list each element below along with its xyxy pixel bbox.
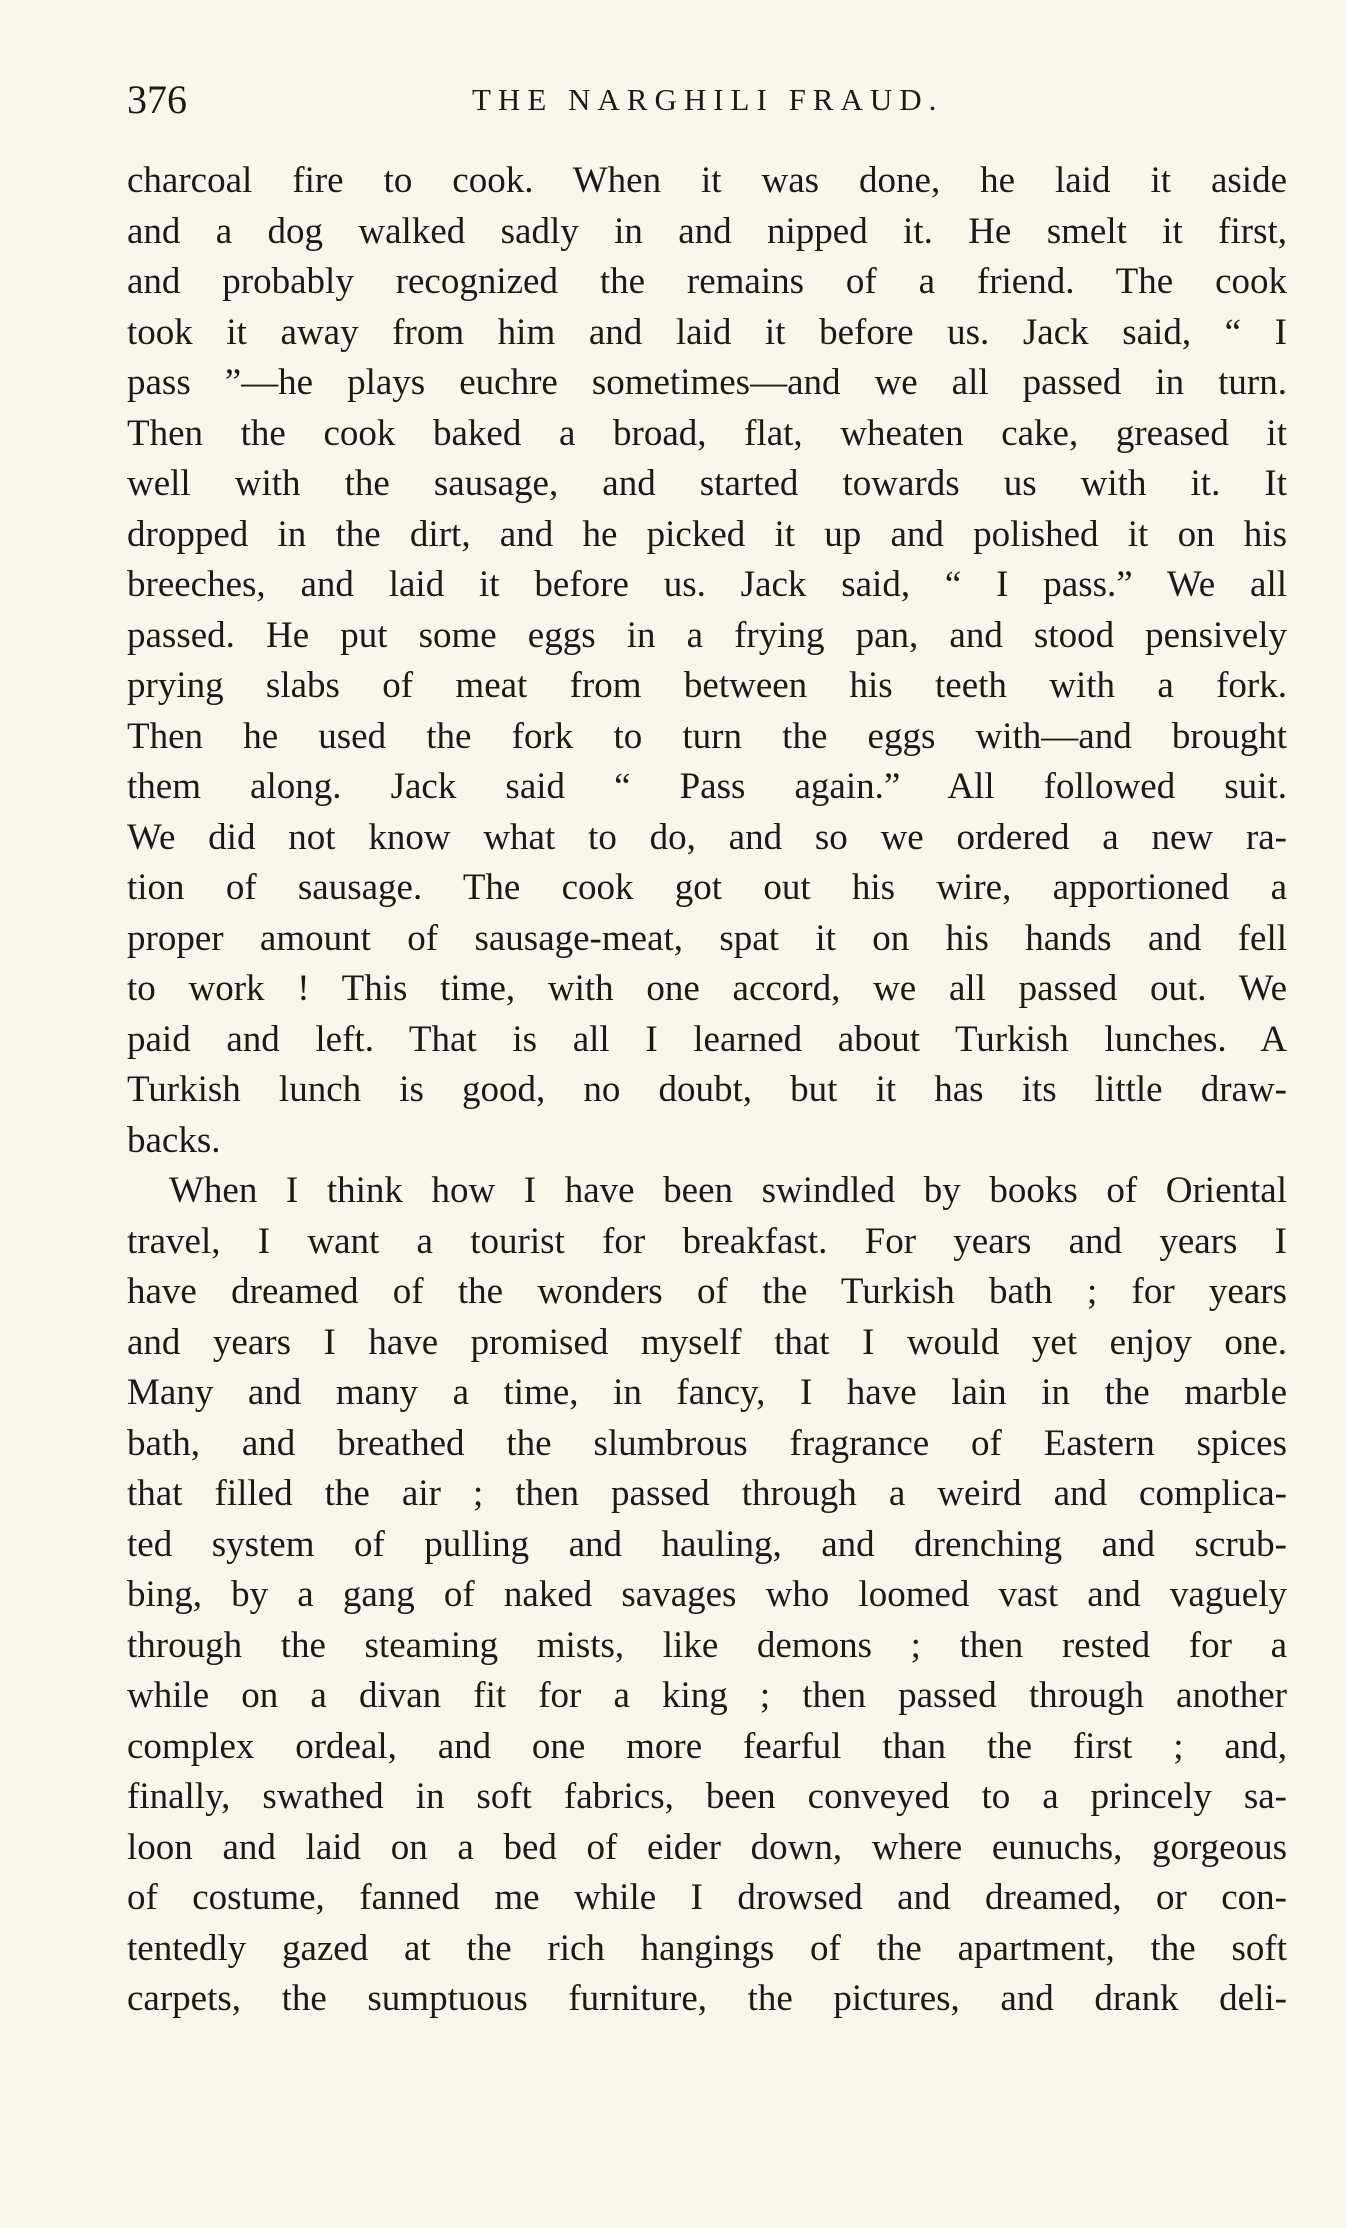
text-line: paid and left. That is all I learned about Turkish lunches. A bbox=[127, 1018, 1287, 1060]
text-line: complex ordeal, and one more fearful than the first ; and, bbox=[127, 1725, 1287, 1767]
text-line: passed. He put some eggs in a frying pan, and stood pensively bbox=[127, 614, 1287, 656]
body-text bbox=[127, 156, 1287, 2025]
text-line: tentedly gazed at the rich hangings of the apartment, the soft bbox=[127, 1927, 1287, 1969]
text-line: bing, by a gang of naked savages who loomed vast and vaguely bbox=[127, 1574, 1287, 1615]
text-line: backs. bbox=[127, 1119, 221, 1161]
text-line: to work ! This time, with one accord, we all passed out. We bbox=[127, 968, 1287, 1009]
text-line: them along. Jack said “ Pass again.” All followed suit. bbox=[127, 766, 1287, 807]
text-line: of costume, fanned me while I drowsed and dreamed, or con- bbox=[127, 1877, 1287, 1918]
text-line: dropped in the dirt, and he picked it up and polished it on his bbox=[127, 513, 1287, 555]
text-line: breeches, and laid it before us. Jack said, “ I pass.” We all bbox=[127, 564, 1287, 605]
page-number: 376 bbox=[127, 77, 187, 122]
text-line: finally, swathed in soft fabrics, been conveyed to a princely sa- bbox=[127, 1776, 1287, 1817]
text-line: When I think how I have been swindled by books of Oriental bbox=[169, 1170, 1287, 1211]
text-line: loon and laid on a bed of eider down, where eunuchs, gorgeous bbox=[127, 1826, 1287, 1868]
text-line: have dreamed of the wonders of the Turkish bath ; for years bbox=[127, 1271, 1287, 1312]
text-line: well with the sausage, and started towards us with it. It bbox=[127, 463, 1287, 504]
text-line: and a dog walked sadly in and nipped it. He smelt it first, bbox=[127, 210, 1287, 252]
text-line: carpets, the sumptuous furniture, the pictures, and drank deli- bbox=[127, 1978, 1287, 2019]
text-line: through the steaming mists, like demons ; then rested for a bbox=[127, 1624, 1287, 1666]
text-line: ted system of pulling and hauling, and drenching and scrub- bbox=[127, 1523, 1287, 1565]
text-line: Then he used the fork to turn the eggs with—and brought bbox=[127, 715, 1287, 757]
running-head bbox=[127, 70, 1287, 130]
text-line: took it away from him and laid it before us. Jack said, “ I bbox=[127, 311, 1287, 353]
text-line: and years I have promised myself that I would yet enjoy one. bbox=[127, 1321, 1287, 1363]
text-line: Then the cook baked a broad, flat, wheaten cake, greased it bbox=[127, 412, 1287, 454]
text-line: Many and many a time, in fancy, I have lain in the marble bbox=[127, 1372, 1287, 1413]
text-line: Turkish lunch is good, no doubt, but it has its little draw- bbox=[127, 1069, 1287, 1110]
text-line: while on a divan fit for a king ; then passed through another bbox=[127, 1675, 1287, 1716]
running-title: THE NARGHILI FRAUD. bbox=[472, 82, 944, 117]
text-line: prying slabs of meat from between his teeth with a fork. bbox=[127, 665, 1287, 706]
text-line: We did not know what to do, and so we ordered a new ra- bbox=[127, 816, 1287, 858]
text-line: travel, I want a tourist for breakfast. For years and years I bbox=[127, 1220, 1287, 1262]
text-line: bath, and breathed the slumbrous fragrance of Eastern spices bbox=[127, 1422, 1287, 1464]
text-line: charcoal fire to cook. When it was done, he laid it aside bbox=[127, 160, 1287, 201]
text-line: proper amount of sausage-meat, spat it on his hands and fell bbox=[127, 917, 1287, 959]
text-line: and probably recognized the remains of a friend. The cook bbox=[127, 261, 1287, 302]
text-line: that filled the air ; then passed through a weird and complica- bbox=[127, 1473, 1287, 1514]
text-line: tion of sausage. The cook got out his wire, apportioned a bbox=[127, 867, 1287, 908]
text-line: pass ”—he plays euchre sometimes—and we all passed in turn. bbox=[127, 362, 1287, 403]
